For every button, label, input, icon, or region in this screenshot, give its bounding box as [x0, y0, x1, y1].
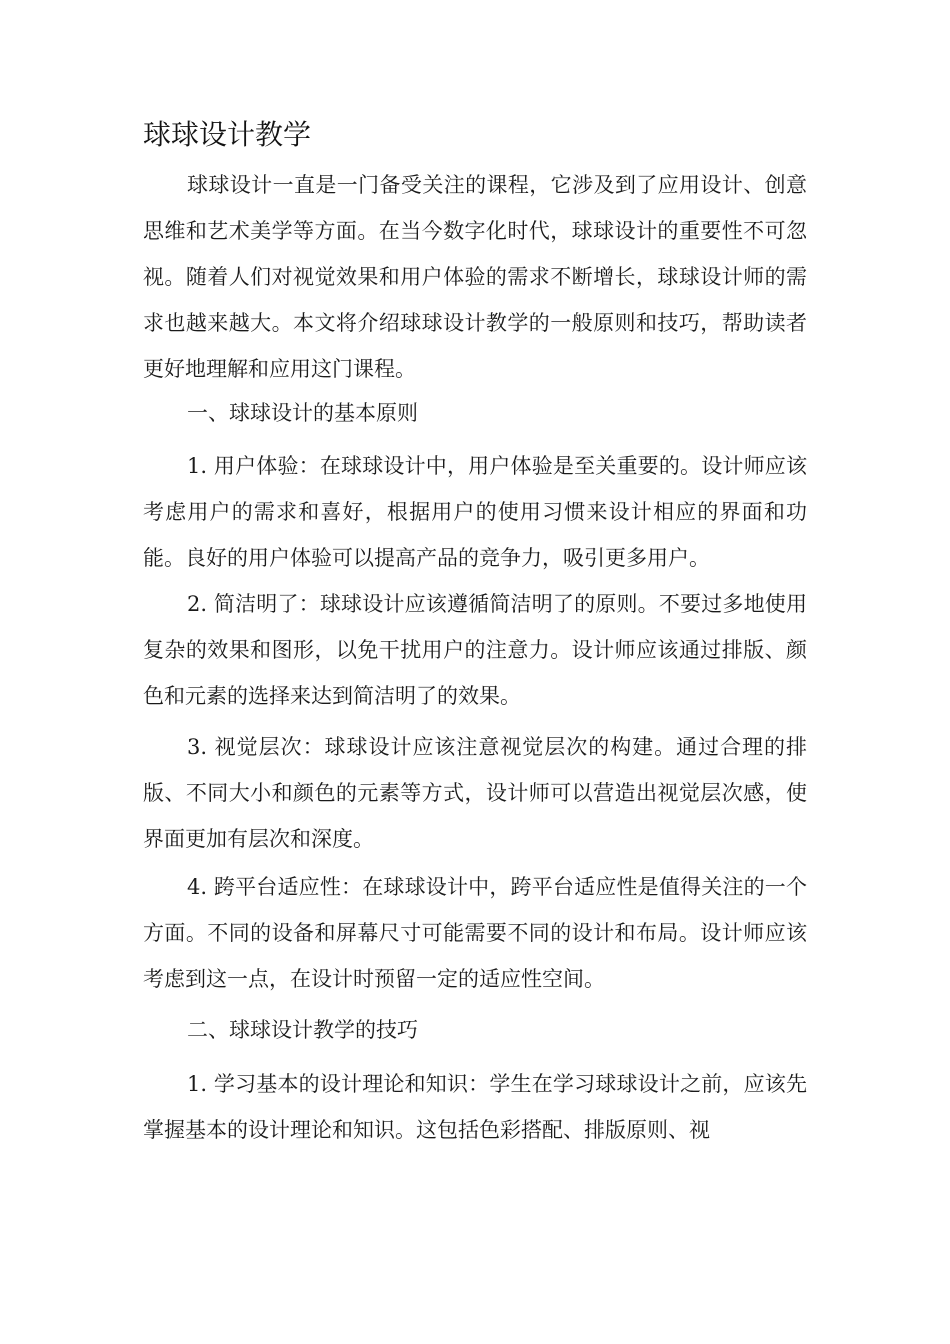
principle-simplicity: 2. 简洁明了：球球设计应该遵循简洁明了的原则。不要过多地使用复杂的效果和图形，以免干扰用户的注意力。设计师应该通过排版、颜色和元素的选择来达到简洁明了的效果。: [143, 592, 807, 708]
document-title: 球球设计教学: [143, 118, 312, 151]
section-heading-teaching-tips: 二、球球设计教学的技巧: [187, 1018, 418, 1042]
tip-learn-theory: 1. 学习基本的设计理论和知识：学生在学习球球设计之前，应该先掌握基本的设计理论和知识。这包括色彩搭配、排版原则、视: [143, 1072, 807, 1142]
principle-cross-platform: 4. 跨平台适应性：在球球设计中，跨平台适应性是值得关注的一个方面。不同的设备和屏幕尺寸可能需要不同的设计和布局。设计师应该考虑到这一点，在设计时预留一定的适应性空间。: [143, 875, 807, 991]
section-heading-basic-principles: 一、球球设计的基本原则: [187, 401, 418, 425]
principle-user-experience: 1. 用户体验：在球球设计中，用户体验是至关重要的。设计师应该考虑用户的需求和喜好，根据用户的使用习惯来设计相应的界面和功能。良好的用户体验可以提高产品的竞争力，吸引更多用户。: [143, 454, 807, 570]
intro-paragraph: 球球设计一直是一门备受关注的课程，它涉及到了应用设计、创意思维和艺术美学等方面。在当今数字化时代，球球设计的重要性不可忽视。随着人们对视觉效果和用户体验的需求不断增长，球球设计师的需求也越来越大。本文将介绍球球设计教学的一般原则和技巧，帮助读者更好地理解和应用这门课程。: [143, 173, 807, 381]
principle-visual-hierarchy: 3. 视觉层次：球球设计应该注意视觉层次的构建。通过合理的排版、不同大小和颜色的元素等方式，设计师可以营造出视觉层次感，使界面更加有层次和深度。: [143, 735, 807, 851]
